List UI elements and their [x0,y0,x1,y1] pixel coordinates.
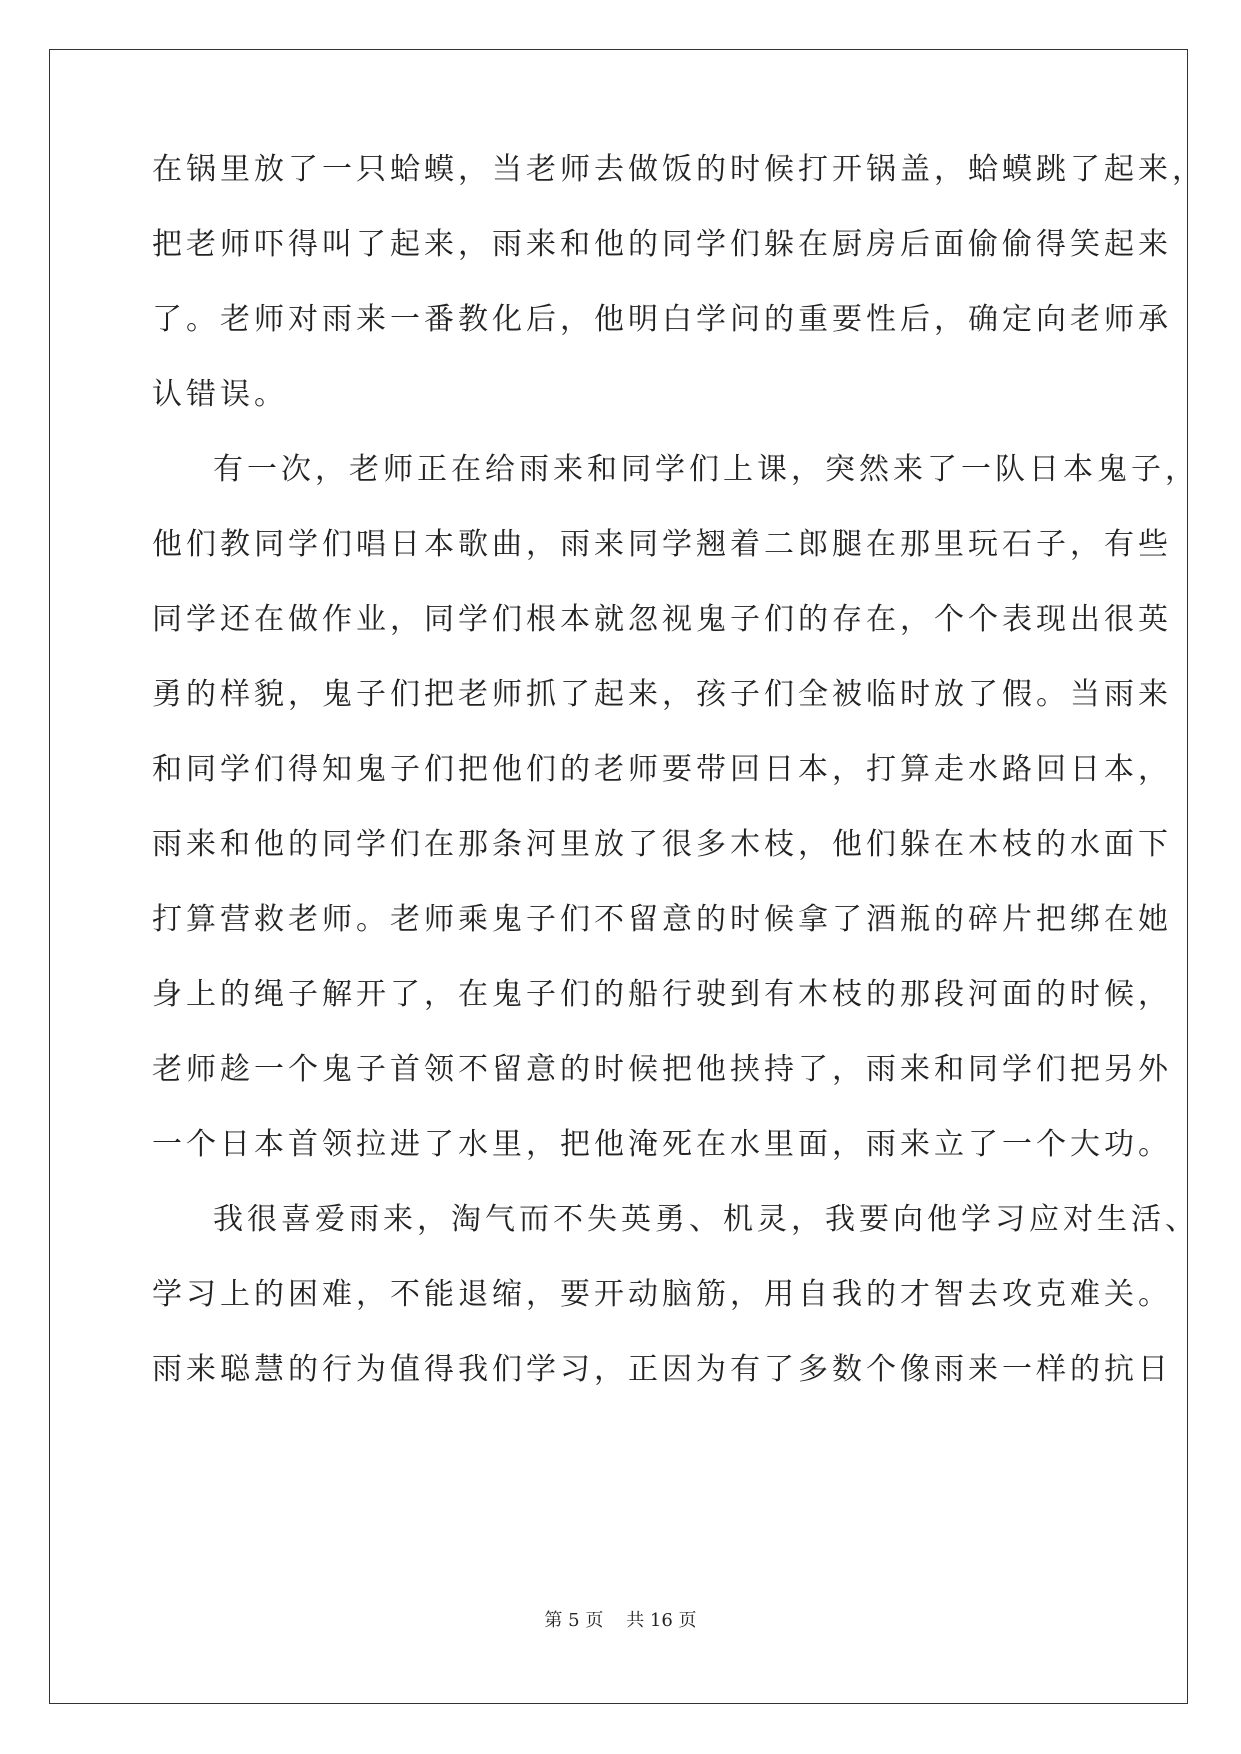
text-line: 和同学们得知鬼子们把他们的老师要带回日本，打算走水路回日本， [152,752,1172,787]
paragraph-first-line: 我很喜爱雨来，淘气而不失英勇、机灵，我要向他学习应对生活、 [213,1202,1199,1237]
text-line: 认错误。 [152,377,288,412]
text-line: 勇的样貌，鬼子们把老师抓了起来，孩子们全被临时放了假。当雨来 [152,677,1172,712]
text-line: 一个日本首领拉进了水里，把他淹死在水里面，雨来立了一个大功。 [152,1127,1172,1162]
text-line: 老师趁一个鬼子首领不留意的时候把他挟持了，雨来和同学们把另外 [152,1052,1172,1087]
text-line: 把老师吓得叫了起来，雨来和他的同学们躲在厨房后面偷偷得笑起来 [152,227,1172,262]
page-number-footer: 第 5 页 共 16 页 [544,1610,697,1631]
text-line: 打算营救老师。老师乘鬼子们不留意的时候拿了酒瓶的碎片把绑在她 [152,902,1172,937]
text-line: 在锅里放了一只蛤蟆，当老师去做饭的时候打开锅盖，蛤蟆跳了起来， [152,152,1206,187]
text-line: 身上的绳子解开了，在鬼子们的船行驶到有木枝的那段河面的时候， [152,977,1172,1012]
text-line: 学习上的困难，不能退缩，要开动脑筋，用自我的才智去攻克难关。 [152,1277,1172,1312]
text-line: 雨来聪慧的行为值得我们学习，正因为有了多数个像雨来一样的抗日 [152,1352,1172,1387]
text-line: 他们教同学们唱日本歌曲，雨来同学翘着二郎腿在那里玩石子，有些 [152,527,1172,562]
text-line: 同学还在做作业，同学们根本就忽视鬼子们的存在，个个表现出很英 [152,602,1172,637]
text-line: 雨来和他的同学们在那条河里放了很多木枝，他们躲在木枝的水面下 [152,827,1172,862]
paragraph-first-line: 有一次，老师正在给雨来和同学们上课，突然来了一队日本鬼子， [213,452,1199,487]
text-line: 了。老师对雨来一番教化后，他明白学问的重要性后，确定向老师承 [152,302,1172,337]
